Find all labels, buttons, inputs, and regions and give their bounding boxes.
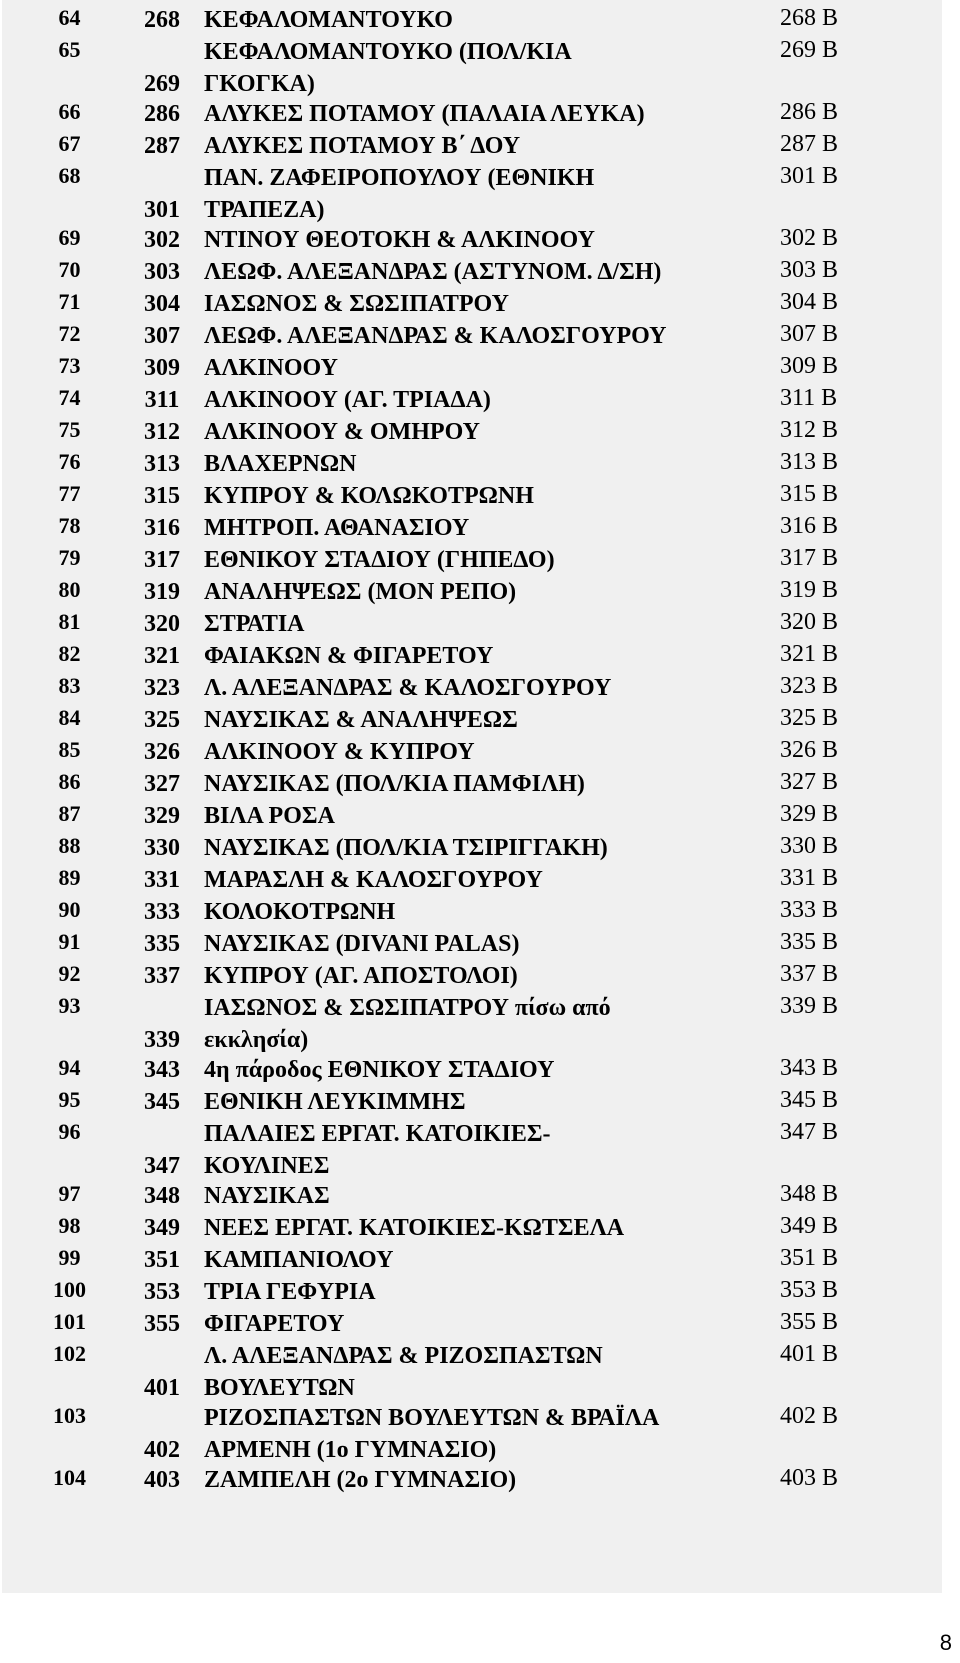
station-name: ΙΑΣΩΝΟΣ & ΣΩΣΙΠΑΤΡΟΥ πίσω από <box>204 995 611 1021</box>
row-index: 79 <box>58 545 81 570</box>
row-index: 101 <box>53 1309 86 1334</box>
row-index: 65 <box>58 37 81 62</box>
station-code-b: 286 Β <box>780 99 839 125</box>
row-index: 104 <box>53 1465 86 1490</box>
station-code-b: 348 Β <box>780 1181 839 1207</box>
station-code: 351 <box>144 1247 180 1273</box>
station-name: ΑΛΥΚΕΣ ΠΟΤΑΜΟΥ Β΄ ΔΟΥ <box>204 133 521 159</box>
station-name: ΜΗΤΡΟΠ. ΑΘΑΝΑΣΙΟΥ <box>204 515 470 541</box>
row-index: 100 <box>53 1277 86 1302</box>
station-name: ΤΡΙΑ ΓΕΦΥΡΙΑ <box>204 1279 376 1305</box>
station-code-b: 309 Β <box>780 353 839 379</box>
station-name: ΝΤΙΝΟΥ ΘΕΟΤΟΚΗ & ΑΛΚΙΝΟΟΥ <box>204 227 595 253</box>
station-code: 268 <box>144 7 180 33</box>
station-code: 309 <box>144 355 180 381</box>
station-name: ΝΕΕΣ ΕΡΓΑΤ. ΚΑΤΟΙΚΙΕΣ-ΚΩΤΣΕΛΑ <box>204 1215 625 1241</box>
station-code-b: 327 Β <box>780 769 839 795</box>
station-code: 325 <box>144 707 180 733</box>
row-index: 64 <box>58 5 81 30</box>
station-code: 316 <box>144 515 180 541</box>
station-name: ΑΛΚΙΝΟΟΥ & ΟΜΗΡΟΥ <box>204 419 480 445</box>
row-index: 66 <box>58 99 81 124</box>
page-number: 8 <box>939 1630 952 1655</box>
station-name: ΑΛΥΚΕΣ ΠΟΤΑΜΟΥ (ΠΑΛΑΙΑ ΛΕΥΚΑ) <box>204 101 645 127</box>
station-code: 333 <box>144 899 180 925</box>
row-index: 90 <box>58 897 81 922</box>
station-name-continued: ΓΚΟΓΚΑ) <box>204 71 315 97</box>
station-code-b: 312 Β <box>780 417 839 443</box>
station-code-b: 326 Β <box>780 737 839 763</box>
station-name: ΚΕΦΑΛΟΜΑΝΤΟΥΚΟ <box>204 7 453 33</box>
station-code: 303 <box>144 259 180 285</box>
station-code: 403 <box>144 1467 180 1493</box>
station-code: 269 <box>144 71 180 97</box>
station-code: 302 <box>144 227 180 253</box>
row-index: 86 <box>58 769 81 794</box>
station-code-b: 301 Β <box>780 163 839 189</box>
station-code: 339 <box>144 1027 180 1053</box>
station-name: ΑΛΚΙΝΟΟΥ <box>204 355 338 381</box>
station-code-b: 325 Β <box>780 705 839 731</box>
station-name: ΚΑΜΠΑΝΙΟΛΟΥ <box>204 1247 394 1273</box>
station-code: 317 <box>144 547 180 573</box>
station-name: ΣΤΡΑΤΙΑ <box>204 611 305 637</box>
station-name: ΚΕΦΑΛΟΜΑΝΤΟΥΚΟ (ΠΟΛ/ΚΙΑ <box>204 39 572 65</box>
row-index: 87 <box>58 801 81 826</box>
station-code-b: 302 Β <box>780 225 839 251</box>
station-code-b: 330 Β <box>780 833 839 859</box>
station-code: 335 <box>144 931 180 957</box>
station-name: ΠΑΛΑΙΕΣ ΕΡΓΑΤ. ΚΑΤΟΙΚΙΕΣ- <box>204 1121 551 1147</box>
station-code: 326 <box>144 739 180 765</box>
station-code-b: 335 Β <box>780 929 839 955</box>
station-name: ΝΑΥΣΙΚΑΣ & ΑΝΑΛΗΨΕΩΣ <box>204 707 518 733</box>
row-index: 102 <box>53 1341 86 1366</box>
station-code: 304 <box>144 291 180 317</box>
station-name: ΦΙΓΑΡΕΤΟΥ <box>204 1311 345 1337</box>
station-name: ΒΙΛΑ ΡΟΣΑ <box>204 803 335 829</box>
station-code-b: 303 Β <box>780 257 839 283</box>
station-code-b: 345 Β <box>780 1087 839 1113</box>
station-code-b: 323 Β <box>780 673 839 699</box>
station-code-b: 349 Β <box>780 1213 839 1239</box>
station-name: ΝΑΥΣΙΚΑΣ (ΠΟΛ/ΚΙΑ ΠΑΜΦΙΛΗ) <box>204 771 585 797</box>
station-code-b: 311 Β <box>780 385 838 411</box>
station-code: 320 <box>144 611 180 637</box>
station-code: 319 <box>144 579 180 605</box>
station-code-b: 331 Β <box>780 865 839 891</box>
row-index: 68 <box>58 163 81 188</box>
station-code-b: 402 Β <box>780 1403 839 1429</box>
station-code-b: 315 Β <box>780 481 839 507</box>
row-index: 92 <box>58 961 81 986</box>
station-name: ΖΑΜΠΕΛΗ (2ο ΓΥΜΝΑΣΙΟ) <box>204 1467 517 1493</box>
station-name-continued: ΒΟΥΛΕΥΤΩΝ <box>204 1375 355 1401</box>
station-code-b: 287 Β <box>780 131 839 157</box>
station-code-b: 304 Β <box>780 289 839 315</box>
station-code: 313 <box>144 451 180 477</box>
station-code: 343 <box>144 1057 180 1083</box>
row-index: 82 <box>58 641 81 666</box>
polling-station-table <box>2 0 942 1593</box>
row-index: 81 <box>58 609 81 634</box>
station-code-b: 320 Β <box>780 609 839 635</box>
station-code: 402 <box>144 1437 180 1463</box>
station-code-b: 351 Β <box>780 1245 839 1271</box>
station-name: ΝΑΥΣΙΚΑΣ (ΠΟΛ/ΚΙΑ ΤΣΙΡΙΓΓΑΚΗ) <box>204 835 608 861</box>
station-code: 337 <box>144 963 180 989</box>
station-code-b: 321 Β <box>780 641 839 667</box>
station-code-b: 316 Β <box>780 513 839 539</box>
row-index: 103 <box>53 1403 86 1428</box>
station-name: ΕΘΝΙΚΟΥ ΣΤΑΔΙΟΥ (ΓΗΠΕΔΟ) <box>204 547 555 573</box>
station-name: ΑΛΚΙΝΟΟΥ & ΚΥΠΡΟΥ <box>204 739 475 765</box>
station-code: 347 <box>144 1153 180 1179</box>
station-code: 311 <box>144 387 180 413</box>
station-name-continued: ΤΡΑΠΕΖΑ) <box>204 197 325 223</box>
station-name: ΛΕΩΦ. ΑΛΕΞΑΝΔΡΑΣ (ΑΣΤΥΝΟΜ. Δ/ΣΗ) <box>204 259 662 285</box>
station-code: 315 <box>144 483 180 509</box>
station-code-b: 347 Β <box>780 1119 839 1145</box>
row-index: 67 <box>58 131 81 156</box>
station-code-b: 269 Β <box>780 37 839 63</box>
station-name: Λ. ΑΛΕΞΑΝΔΡΑΣ & ΡΙΖΟΣΠΑΣΤΩΝ <box>204 1343 603 1369</box>
station-name: ΑΛΚΙΝΟΟΥ (ΑΓ. ΤΡΙΑΔΑ) <box>204 387 491 413</box>
station-name: ΑΝΑΛΗΨΕΩΣ (ΜΟΝ ΡΕΠΟ) <box>204 579 517 605</box>
station-code-b: 337 Β <box>780 961 839 987</box>
station-name: ΕΘΝΙΚΗ ΛΕΥΚΙΜΜΗΣ <box>204 1089 466 1115</box>
row-index: 96 <box>58 1119 81 1144</box>
station-code-b: 333 Β <box>780 897 839 923</box>
row-index: 94 <box>58 1055 81 1080</box>
station-code: 286 <box>144 101 180 127</box>
row-index: 69 <box>58 225 81 250</box>
station-code: 348 <box>144 1183 180 1209</box>
station-name-continued: εκκλησία) <box>204 1027 309 1053</box>
station-name: ΒΛΑΧΕΡΝΩΝ <box>204 451 357 477</box>
station-name: ΝΑΥΣΙΚΑΣ <box>204 1183 330 1209</box>
station-code: 401 <box>144 1375 180 1401</box>
station-code: 330 <box>144 835 180 861</box>
station-code: 331 <box>144 867 180 893</box>
station-code: 329 <box>144 803 180 829</box>
station-name-continued: ΑΡΜΕΝΗ (1ο ΓΥΜΝΑΣΙΟ) <box>204 1437 497 1463</box>
station-code: 312 <box>144 419 180 445</box>
row-index: 95 <box>58 1087 81 1112</box>
station-code-b: 403 Β <box>780 1465 839 1491</box>
row-index: 70 <box>58 257 81 282</box>
station-code-b: 401 Β <box>780 1341 839 1367</box>
station-code-b: 343 Β <box>780 1055 839 1081</box>
station-code: 323 <box>144 675 180 701</box>
station-code-b: 268 Β <box>780 5 839 31</box>
row-index: 88 <box>58 833 81 858</box>
row-index: 93 <box>58 993 81 1018</box>
row-index: 89 <box>58 865 81 890</box>
row-index: 84 <box>58 705 81 730</box>
station-code: 327 <box>144 771 180 797</box>
station-code: 321 <box>144 643 180 669</box>
station-code-b: 355 Β <box>780 1309 839 1335</box>
row-index: 97 <box>58 1181 81 1206</box>
station-name: ΦΑΙΑΚΩΝ & ΦΙΓΑΡΕΤΟΥ <box>204 643 494 669</box>
station-name: ΚΟΛΟΚΟΤΡΩΝΗ <box>204 899 396 925</box>
station-code-b: 313 Β <box>780 449 839 475</box>
station-name: 4η πάροδος ΕΘΝΙΚΟΥ ΣΤΑΔΙΟΥ <box>204 1057 555 1083</box>
station-name-continued: ΚΟΥΛΙΝΕΣ <box>204 1153 330 1179</box>
station-name: ΡΙΖΟΣΠΑΣΤΩΝ ΒΟΥΛΕΥΤΩΝ & ΒΡΑΪΛΑ <box>204 1405 660 1431</box>
row-index: 72 <box>58 321 81 346</box>
station-name: ΚΥΠΡΟΥ (ΑΓ. ΑΠΟΣΤΟΛΟΙ) <box>204 963 518 989</box>
row-index: 78 <box>58 513 81 538</box>
station-name: ΛΕΩΦ. ΑΛΕΞΑΝΔΡΑΣ & ΚΑΛΟΣΓΟΥΡΟΥ <box>204 323 667 349</box>
station-code: 345 <box>144 1089 180 1115</box>
row-index: 71 <box>58 289 81 314</box>
station-code-b: 307 Β <box>780 321 839 347</box>
row-index: 75 <box>58 417 81 442</box>
row-index: 99 <box>58 1245 81 1270</box>
station-name: ΚΥΠΡΟΥ & ΚΟΛΩΚΟΤΡΩΝΗ <box>204 483 534 509</box>
row-index: 74 <box>58 385 81 410</box>
row-index: 77 <box>58 481 81 506</box>
row-index: 73 <box>58 353 81 378</box>
station-code-b: 317 Β <box>780 545 839 571</box>
station-name: ΙΑΣΩΝΟΣ & ΣΩΣΙΠΑΤΡΟΥ <box>204 291 509 317</box>
row-index: 85 <box>58 737 81 762</box>
station-code-b: 353 Β <box>780 1277 839 1303</box>
station-code: 301 <box>144 197 180 223</box>
station-code: 353 <box>144 1279 180 1305</box>
station-code-b: 339 Β <box>780 993 839 1019</box>
station-name: ΠΑΝ. ΖΑΦΕΙΡΟΠΟΥΛΟΥ (ΕΘΝΙΚΗ <box>204 165 595 191</box>
station-name: ΜΑΡΑΣΛΗ & ΚΑΛΟΣΓΟΥΡΟΥ <box>204 867 543 893</box>
row-index: 91 <box>58 929 81 954</box>
station-code-b: 329 Β <box>780 801 839 827</box>
station-name: Λ. ΑΛΕΞΑΝΔΡΑΣ & ΚΑΛΟΣΓΟΥΡΟΥ <box>204 675 612 701</box>
station-code: 287 <box>144 133 180 159</box>
row-index: 98 <box>58 1213 81 1238</box>
station-name: ΝΑΥΣΙΚΑΣ (DIVANI PALAS) <box>204 931 520 957</box>
station-code: 349 <box>144 1215 180 1241</box>
row-index: 76 <box>58 449 81 474</box>
station-code: 355 <box>144 1311 180 1337</box>
row-index: 80 <box>58 577 81 602</box>
row-index: 83 <box>58 673 81 698</box>
station-code: 307 <box>144 323 180 349</box>
station-code-b: 319 Β <box>780 577 839 603</box>
